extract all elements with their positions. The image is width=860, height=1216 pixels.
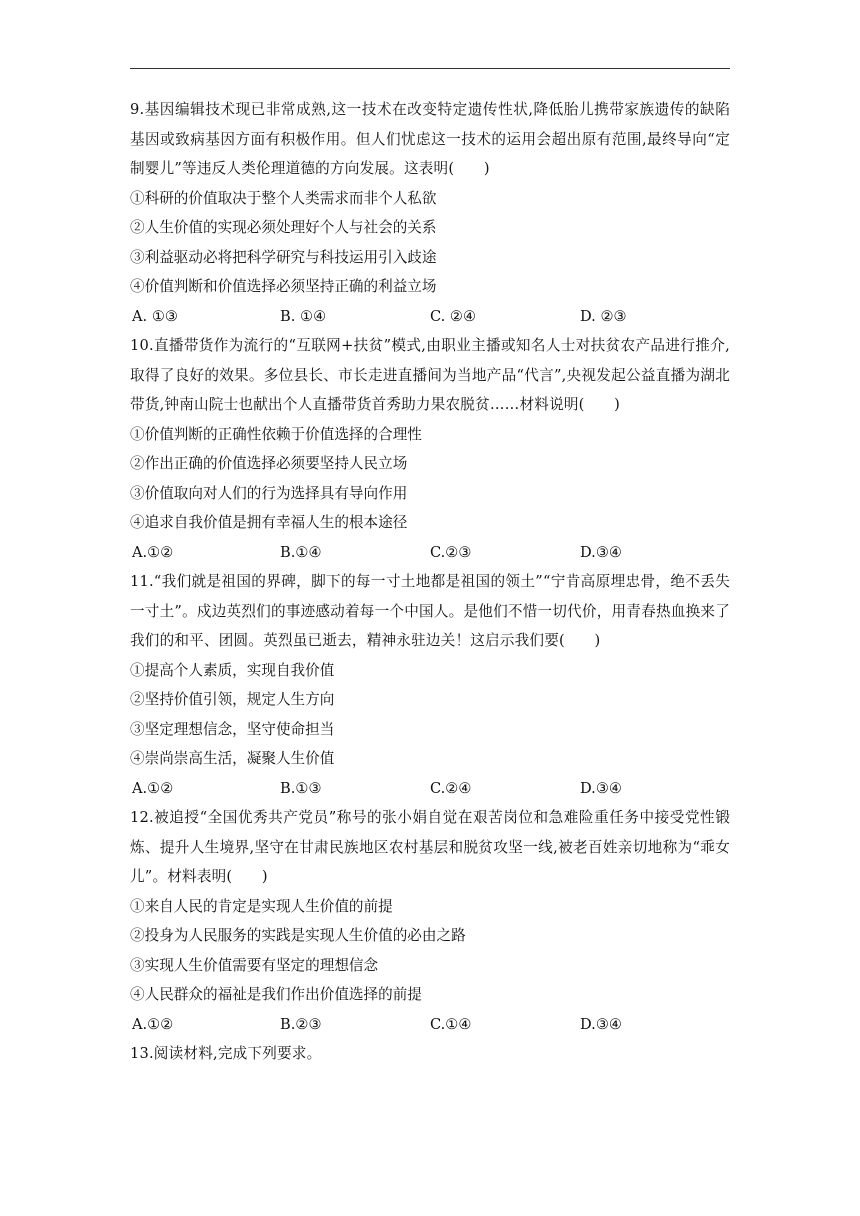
answer-c: C.②③ <box>430 543 472 561</box>
answer-a: A.①② <box>132 1015 174 1033</box>
statement-3: ③价值取向对人们的行为选择具有导向作用 <box>130 484 408 502</box>
answer-choices <box>130 1010 730 1040</box>
question-list <box>130 95 730 1069</box>
answer-b: B.①③ <box>280 779 322 797</box>
question-stem: 9.基因编辑技术现已非常成熟,这一技术在改变特定遗传性状,降低胎儿携带家族遗传的缺陷基因或致病基因方面有积极作用。但人们忧虑这一技术的运用会超出原有范围,最终导向“定制婴儿”等违反人类伦理道德的方向发展。这表明( ) <box>130 101 730 177</box>
answer-b: B. ①④ <box>280 307 327 325</box>
statement-3: ③实现人生价值需要有坚定的理想信念 <box>130 956 379 974</box>
question-stem: 11.“我们就是祖国的界碑，脚下的每一寸土地都是祖国的领土”“宁肯高原埋忠骨，绝不丢失一寸土”。戍边英烈们的事迹感动着每一个中国人。是他们不惜一切代价，用青春热血换来了我们的和平、团圆。英烈虽已逝去，精神永驻边关！这启示我们要( ) <box>130 573 730 649</box>
statement-1: ①来自人民的肯定是实现人生价值的前提 <box>130 897 393 915</box>
question-11 <box>130 567 730 803</box>
statement-3: ③利益驱动必将把科学研究与科技运用引入歧途 <box>130 248 437 266</box>
answer-a: A.①② <box>132 779 174 797</box>
question-stem: 10.直播带货作为流行的“互联网+扶贫”模式,由职业主播或知名人士对扶贫农产品进行推介,取得了良好的效果。多位县长、市长走进直播间为当地产品“代言”,央视发起公益直播为湖北带货,钟南山院士也献出个人直播带货首秀助力果农脱贫……材料说明( ) <box>130 337 730 413</box>
question-13-prompt: 13.阅读材料,完成下列要求。 <box>130 1045 322 1062</box>
statement-1: ①科研的价值取决于整个人类需求而非个人私欲 <box>130 189 437 207</box>
answer-b: B.②③ <box>280 1015 322 1033</box>
answer-a: A. ①③ <box>132 307 178 325</box>
statement-1: ①价值判断的正确性依赖于价值选择的合理性 <box>130 425 422 443</box>
answer-d: D. ②③ <box>580 307 627 325</box>
answer-c: C.②④ <box>430 779 472 797</box>
answer-choices <box>130 538 730 568</box>
question-stem: 12.被追授“全国优秀共产党员”称号的张小娟自觉在艰苦岗位和急难险重任务中接受党性锻炼、提升人生境界,坚守在甘肃民族地区农村基层和脱贫攻坚一线,被老百姓亲切地称为“乖女儿”。材料表明( ) <box>130 809 730 885</box>
answer-c: C. ②④ <box>430 307 477 325</box>
answer-a: A.①② <box>132 543 174 561</box>
answer-d: D.③④ <box>580 779 622 797</box>
answer-b: B.①④ <box>280 543 322 561</box>
statement-3: ③坚定理想信念，坚守使命担当 <box>130 720 335 738</box>
statement-2: ②坚持价值引领，规定人生方向 <box>130 691 335 708</box>
statement-2: ②投身为人民服务的实践是实现人生价值的必由之路 <box>130 927 466 944</box>
question-10 <box>130 331 730 567</box>
question-9 <box>130 95 730 331</box>
statement-4: ④人民群众的福祉是我们作出价值选择的前提 <box>130 986 422 1003</box>
statement-2: ②作出正确的价值选择必须要坚持人民立场 <box>130 455 408 472</box>
answer-d: D.③④ <box>580 1015 622 1033</box>
answer-choices <box>130 774 730 804</box>
statement-2: ②人生价值的实现必须处理好个人与社会的关系 <box>130 219 437 236</box>
question-12 <box>130 803 730 1039</box>
answer-c: C.①④ <box>430 1015 472 1033</box>
header-rule <box>130 68 730 69</box>
statement-1: ①提高个人素质，实现自我价值 <box>130 661 335 679</box>
statement-4: ④价值判断和价值选择必须坚持正确的利益立场 <box>130 278 437 295</box>
statement-4: ④崇尚崇高生活，凝聚人生价值 <box>130 750 335 767</box>
statement-4: ④追求自我价值是拥有幸福人生的根本途径 <box>130 514 408 531</box>
answer-d: D.③④ <box>580 543 622 561</box>
answer-choices <box>130 302 730 332</box>
